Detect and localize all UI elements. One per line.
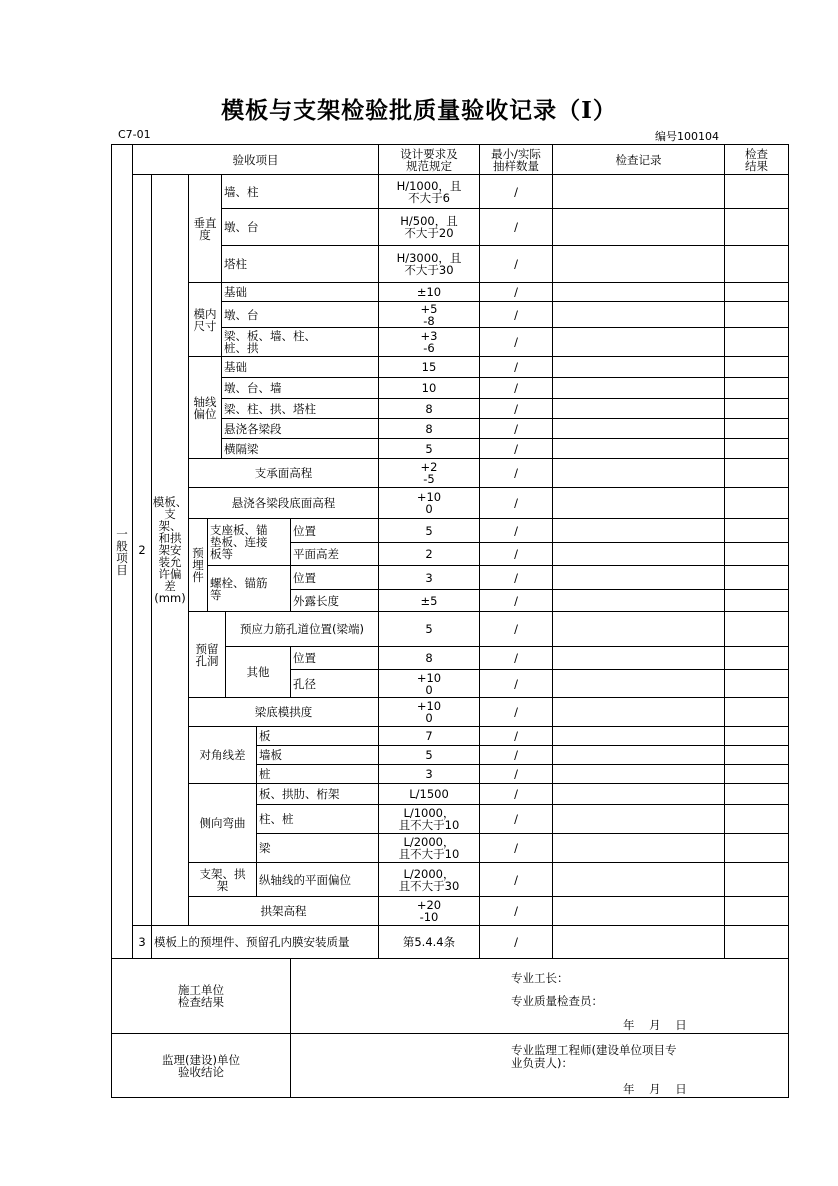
inner-sample-3: /	[514, 335, 518, 349]
axis-spec-3: 8	[425, 401, 433, 416]
axis-spec-1: 15	[421, 360, 437, 374]
lateral-label: 侧向弯曲	[199, 816, 246, 830]
quality-inspector-signature: 专业质量检查员：	[511, 994, 603, 1008]
axis-sample-3: /	[514, 401, 518, 416]
diagonal-label: 对角线差	[199, 748, 246, 762]
header-record: 检查记录	[615, 152, 662, 167]
inner-item-1: 基础	[224, 285, 247, 299]
inner-item-3: 梁、板、墙、柱、 桩、拱	[224, 329, 316, 355]
header-design: 设计要求及 规范规定	[400, 146, 458, 173]
axis-item-1: 基础	[224, 360, 247, 374]
cantilever-bottom-item: 悬浇各梁段底面高程	[231, 496, 336, 510]
arch-elev-sample: /	[514, 904, 518, 918]
form-code: C7-01	[118, 128, 151, 141]
reserved-spec-1: 8	[425, 651, 433, 665]
arch-support-spec: L/2000， 且不大于30	[398, 866, 460, 893]
arch-elev-spec: +20 -10	[416, 898, 442, 924]
axis-spec-4: 8	[425, 421, 433, 436]
lateral-sample-2: /	[514, 812, 518, 826]
embedded-sample-3: /	[514, 570, 518, 585]
row3-no: 3	[138, 935, 146, 949]
reserved-sample-2: /	[514, 676, 518, 691]
axis-spec-5: 5	[425, 441, 433, 456]
axis-sample-2: /	[514, 381, 518, 395]
arch-elev-item: 拱架高程	[260, 904, 307, 918]
vertical-sample-3: /	[514, 257, 518, 271]
grid-line	[724, 144, 725, 959]
lateral-spec-3: L/2000， 且不大于10	[398, 835, 460, 861]
camber-item: 梁底模拱度	[254, 705, 313, 719]
diagonal-item-2: 墙板	[259, 748, 282, 762]
lateral-sample-1: /	[514, 787, 518, 801]
embedded-sample-4: /	[514, 593, 518, 608]
inner-spec-3: +3 -6	[420, 329, 438, 355]
diagonal-item-3: 桩	[259, 767, 271, 781]
axis-item-3: 梁、柱、拱、塔柱	[224, 401, 316, 416]
lateral-item-1: 板、拱肋、桁架	[259, 787, 340, 801]
reserved-item-1: 位置	[293, 651, 316, 665]
axis-sample-4: /	[514, 421, 518, 436]
embedded-plate: 支座板、锚 垫板、连接 板等	[210, 523, 268, 561]
vertical-spec-1: H/1000，且 不大于6	[396, 178, 462, 205]
diagonal-spec-3: 3	[425, 767, 433, 781]
grid-line	[290, 958, 291, 1098]
diagonal-spec-2: 5	[425, 748, 433, 762]
axis-label: 轴线 偏位	[193, 394, 217, 421]
reserved-other: 其他	[246, 665, 270, 679]
reserved-item-2: 孔径	[293, 676, 316, 691]
camber-sample: /	[514, 705, 518, 719]
grid-line	[552, 144, 553, 959]
reserved-duct-spec: 5	[425, 622, 433, 636]
inner-label: 模内 尺寸	[193, 306, 217, 333]
vertical-spec-3: H/3000，且 不大于30	[396, 251, 462, 277]
category-general: 一 般 项 目	[116, 526, 128, 577]
support-elev-sample: /	[514, 466, 518, 480]
reserved-sample-1: /	[514, 651, 518, 665]
lateral-sample-3: /	[514, 841, 518, 855]
header-sample: 最小/实际 抽样数量	[491, 146, 541, 173]
arch-support-sample: /	[514, 872, 518, 887]
reserved-label: 预留 孔洞	[195, 641, 219, 668]
vertical-item-2: 墩、台	[224, 220, 259, 234]
embedded-item-1: 位置	[293, 523, 316, 538]
support-elev-spec: +2 -5	[420, 460, 438, 486]
cantilever-bottom-sample: /	[514, 496, 518, 510]
embedded-sample-2: /	[514, 547, 518, 561]
embedded-item-3: 位置	[293, 570, 316, 585]
row3-item: 模板上的预埋件、预留孔内膜安装质量	[154, 935, 350, 949]
embedded-spec-2: 2	[425, 547, 433, 561]
page-title: 模板与支架检验批质量验收记录（Ⅰ）	[221, 97, 617, 124]
reserved-spec-2: +10 0	[416, 670, 442, 697]
diagonal-sample-1: /	[514, 729, 518, 743]
axis-sample-5: /	[514, 441, 518, 456]
inner-item-2: 墩、台	[224, 307, 259, 322]
embedded-bolt: 螺栓、锚筋 等	[210, 575, 268, 602]
row2-no: 2	[138, 543, 146, 557]
axis-item-4: 悬浇各梁段	[224, 421, 282, 436]
arch-support-item: 纵轴线的平面偏位	[259, 872, 351, 887]
embedded-spec-1: 5	[425, 523, 433, 538]
supervision-date: 年 月 日	[623, 1082, 687, 1096]
embedded-label: 预 埋 件	[192, 546, 204, 584]
construction-date: 年 月 日	[623, 1018, 687, 1032]
header-item: 验收项目	[232, 152, 279, 167]
supervision-label: 监理(建设)单位 验收结论	[162, 1053, 240, 1079]
header-result: 检查 结果	[745, 146, 768, 173]
lateral-spec-2: L/1000， 且不大于10	[398, 806, 460, 832]
vertical-spec-2: H/500，且 不大于20	[400, 214, 458, 240]
inner-sample-2: /	[514, 307, 518, 322]
row2-name: 模板、支 架、 和拱 架安 装允 许偏 差 (mm)	[152, 495, 188, 605]
vertical-item-1: 墙、柱	[224, 184, 259, 199]
serial-number: 编号100104	[655, 130, 719, 143]
vertical-label: 垂直 度	[193, 215, 217, 242]
support-elev-item: 支承面高程	[254, 466, 313, 480]
axis-item-2: 墩、台、墙	[224, 381, 282, 395]
inner-spec-1: ±10	[416, 285, 442, 299]
row3-spec: 第5.4.4条	[402, 935, 456, 949]
embedded-spec-3: 3	[425, 570, 433, 585]
construction-label: 施工单位 检查结果	[178, 983, 224, 1009]
embedded-item-4: 外露长度	[293, 593, 339, 608]
diagonal-sample-3: /	[514, 767, 518, 781]
diagonal-spec-1: 7	[425, 729, 433, 743]
axis-sample-1: /	[514, 360, 518, 374]
grid-line	[788, 144, 789, 1098]
row3-sample: /	[514, 935, 518, 949]
embedded-sample-1: /	[514, 523, 518, 538]
inner-sample-1: /	[514, 285, 518, 299]
vertical-sample-1: /	[514, 184, 518, 199]
axis-spec-2: 10	[421, 381, 437, 395]
reserved-duct-item: 预应力筋孔道位置(梁端)	[240, 622, 364, 636]
arch-support-label: 支架、拱 架	[199, 866, 246, 893]
diagonal-item-1: 板	[259, 729, 271, 743]
embedded-item-2: 平面高差	[293, 547, 339, 561]
axis-item-5: 横隔梁	[224, 441, 259, 456]
vertical-sample-2: /	[514, 220, 518, 234]
camber-spec: +10 0	[416, 699, 442, 725]
lateral-item-2: 柱、桩	[259, 812, 294, 826]
lateral-spec-1: L/1500	[409, 787, 449, 801]
supervising-engineer-signature: 专业监理工程师(建设单位项目专 业负责人)：	[511, 1043, 677, 1070]
vertical-item-3: 塔柱	[224, 257, 247, 271]
embedded-spec-4: ±5	[420, 593, 438, 608]
foreman-signature: 专业工长：	[511, 971, 569, 985]
reserved-duct-sample: /	[514, 622, 518, 636]
lateral-item-3: 梁	[259, 841, 271, 855]
inner-spec-2: +5 -8	[420, 302, 438, 327]
diagonal-sample-2: /	[514, 748, 518, 762]
cantilever-bottom-spec: +10 0	[416, 490, 442, 516]
